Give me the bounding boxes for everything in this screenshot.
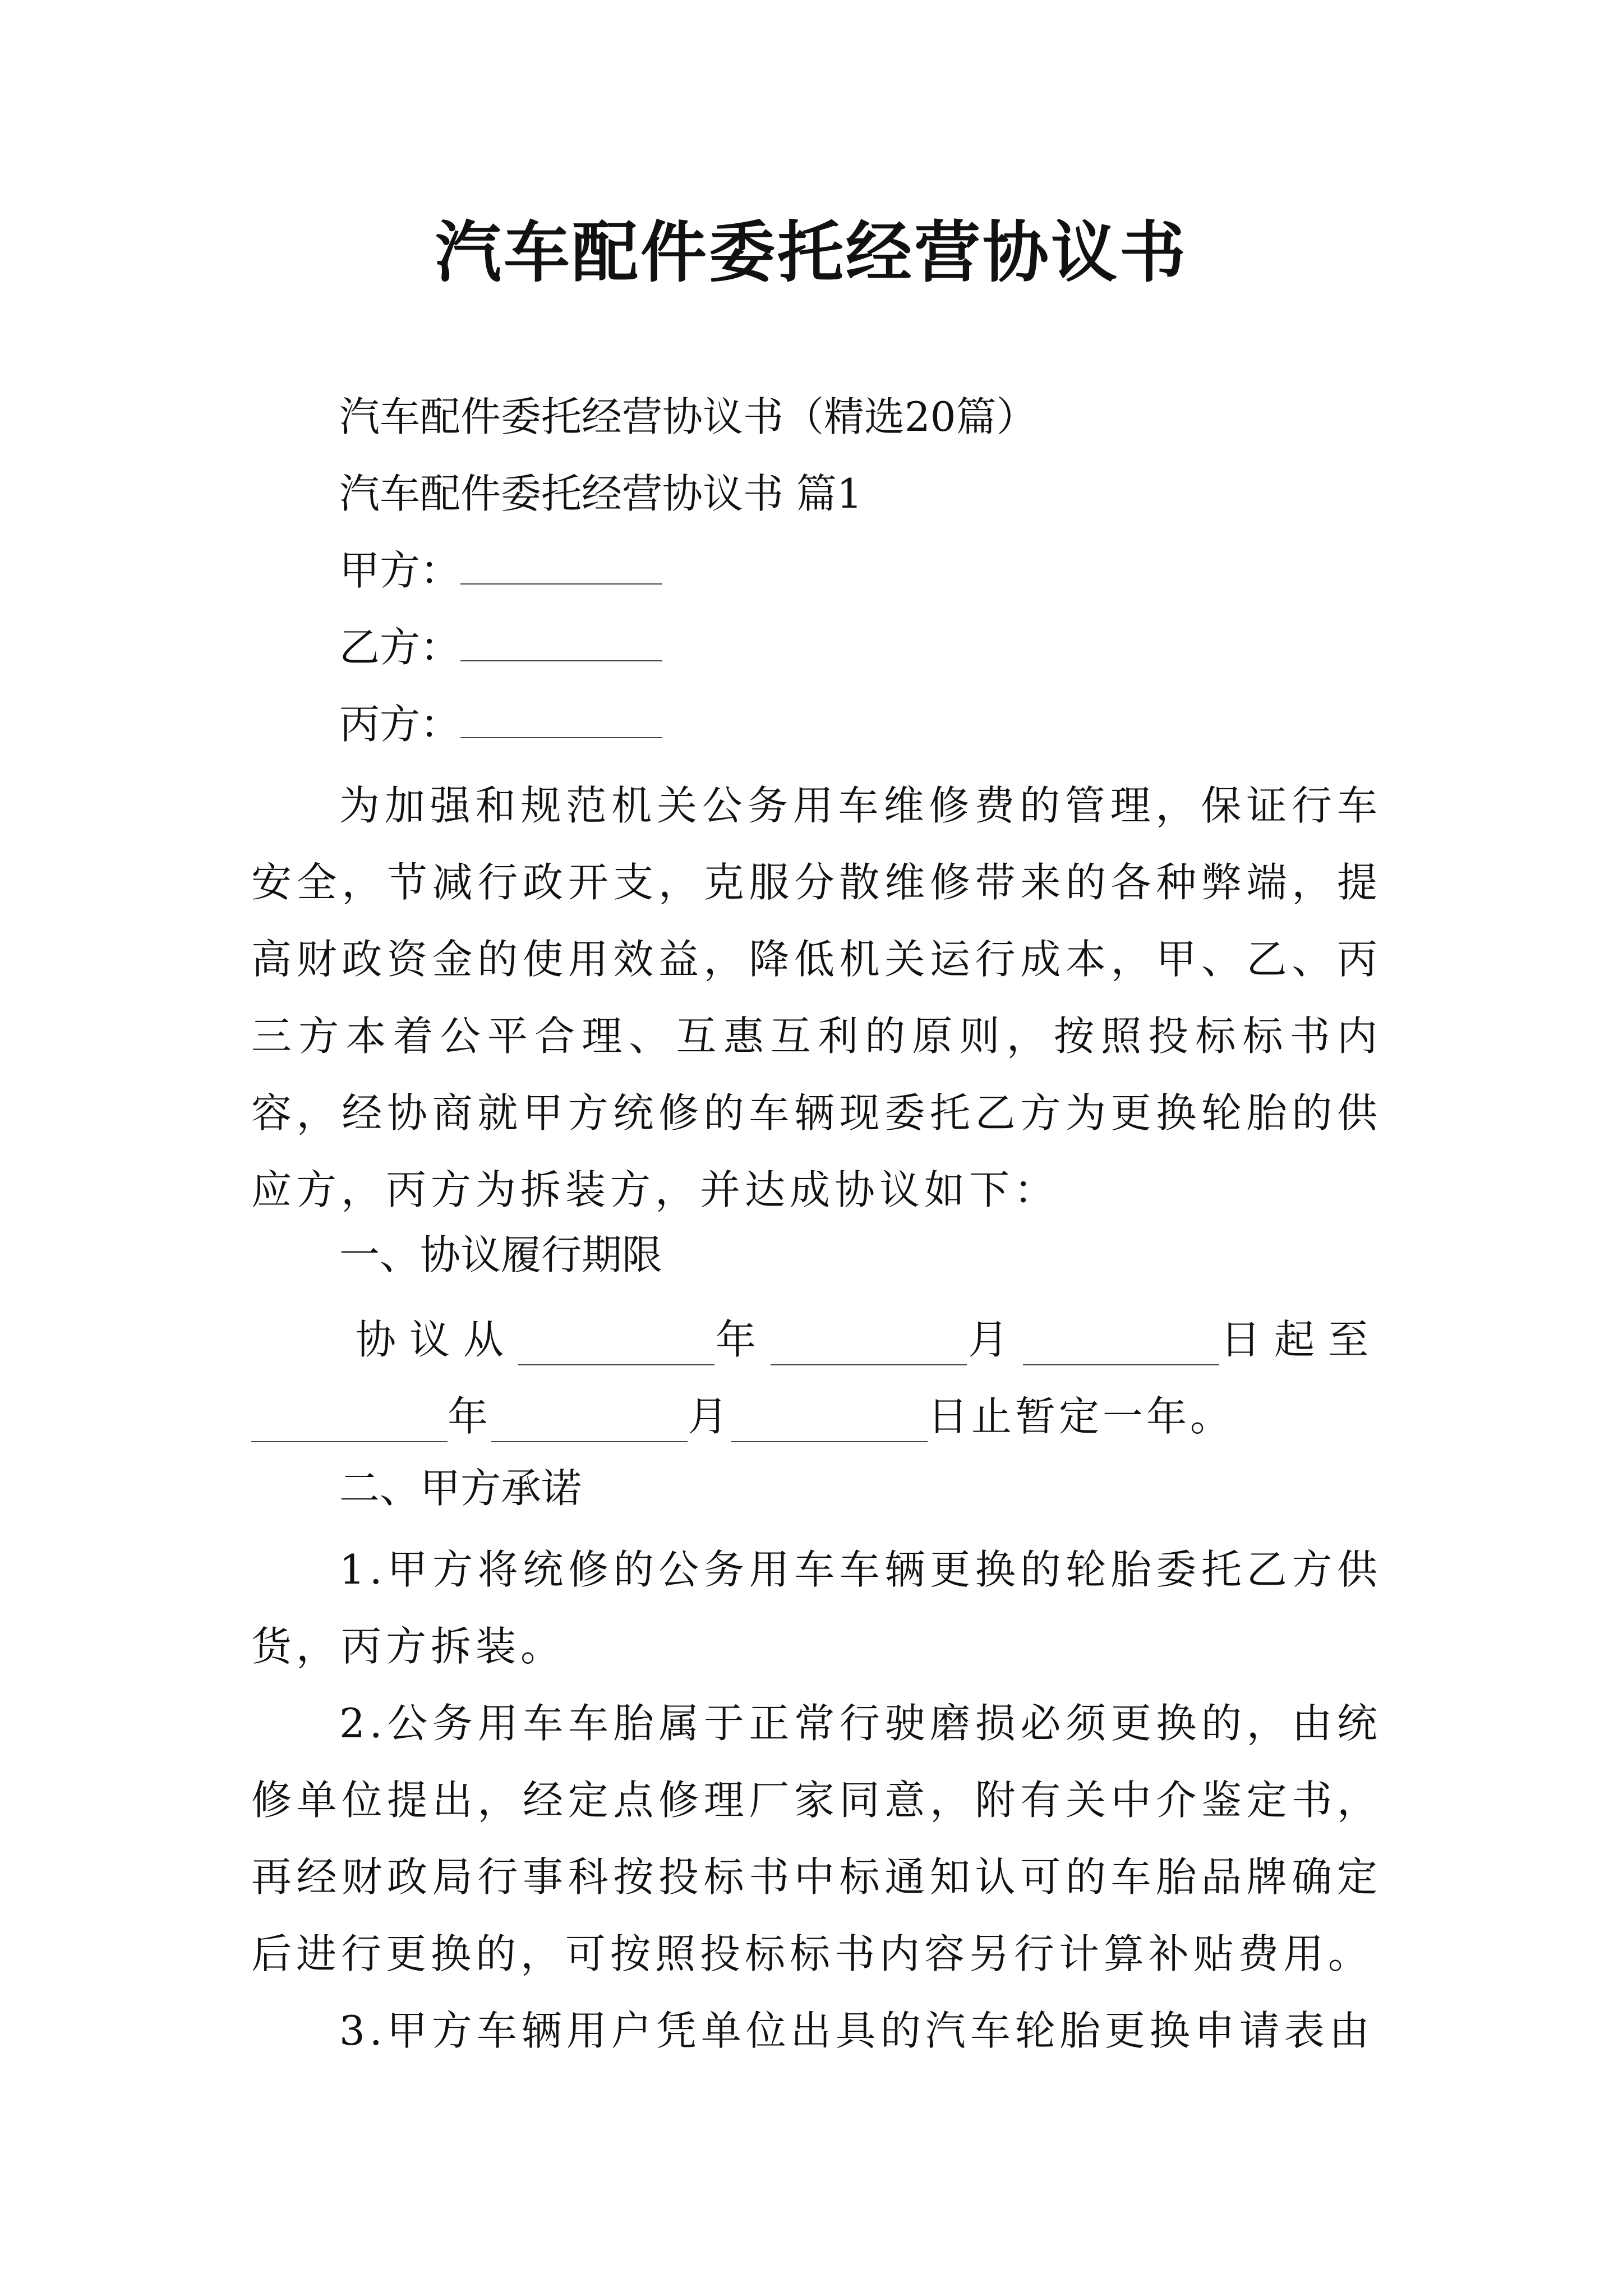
subtitle: 汽车配件委托经营协议书（精选20篇） bbox=[339, 393, 1037, 440]
party-c-label: 丙方： bbox=[339, 701, 461, 748]
section2-item-2: 2.公务用车车胎属于正常行驶磨损必须更换的，由统修单位提出，经定点修理厂家同意，附有关中介鉴定书，再经财政局行事科按投标书中标通知认可的车胎品牌确定后进行更换的，可按照投标标书内容另行计算补贴费用。 bbox=[251, 1700, 1382, 1977]
section-heading: 汽车配件委托经营协议书 篇1 bbox=[339, 470, 863, 517]
start-month-blank bbox=[771, 1331, 967, 1365]
end-year-label: 年 bbox=[448, 1393, 492, 1440]
intro-paragraph: 为加强和规范机关公务用车维修费的管理，保证行车安全，节减行政开支，克服分散维修带来的各种弊端，提高财政资金的使用效益，降低机关运行成本，甲、乙、丙三方本着公平合理、互惠互利的原则，按照投标标书内容，经协商就甲方统修的车辆现委托乙方为更换轮胎的供应方，丙方为拆装方，并达成协议如下： bbox=[251, 782, 1382, 1213]
start-day-blank bbox=[1023, 1331, 1219, 1365]
end-day-label: 日止暂定一年。 bbox=[928, 1393, 1234, 1440]
section2-item-1: 1.甲方将统修的公务用车车辆更换的轮胎委托乙方供货，丙方拆装。 bbox=[251, 1546, 1382, 1670]
party-a-line bbox=[339, 542, 662, 599]
party-c-line bbox=[339, 696, 662, 752]
party-c-blank bbox=[460, 703, 662, 738]
party-b-label: 乙方： bbox=[339, 624, 461, 671]
start-day-label: 日起至 bbox=[1220, 1316, 1382, 1363]
party-a-label: 甲方： bbox=[339, 547, 461, 594]
end-year-blank bbox=[251, 1407, 448, 1442]
section2-item-3: 3.甲方车辆用户凭单位出具的汽车轮胎更换申请表由 bbox=[339, 2007, 1374, 2054]
party-b-blank bbox=[460, 627, 662, 661]
date-prefix: 协议从 bbox=[356, 1316, 518, 1363]
section1-heading: 一、协议履行期限 bbox=[339, 1231, 663, 1278]
start-year-label: 年 bbox=[715, 1316, 769, 1363]
section2-heading: 二、甲方承诺 bbox=[339, 1465, 582, 1512]
party-a-blank bbox=[460, 550, 662, 585]
start-month-label: 月 bbox=[967, 1316, 1022, 1363]
end-month-label: 月 bbox=[688, 1393, 732, 1440]
end-month-blank bbox=[491, 1407, 688, 1442]
start-year-blank bbox=[518, 1331, 714, 1365]
date-row-2 bbox=[251, 1384, 1234, 1442]
end-day-blank bbox=[731, 1407, 928, 1442]
date-row-1 bbox=[251, 1307, 1382, 1365]
party-b-line bbox=[339, 619, 662, 675]
document-title: 汽车配件委托经营协议书 bbox=[435, 213, 1188, 291]
